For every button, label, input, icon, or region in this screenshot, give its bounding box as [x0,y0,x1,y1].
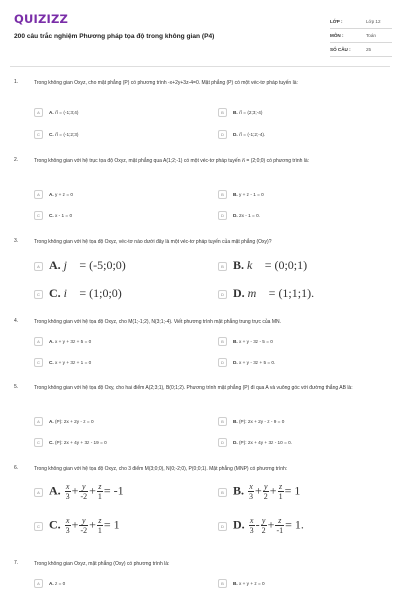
option-rhs: = 1 [103,517,120,532]
option-letter: B. [233,483,245,498]
question-stem: Trong không gian với hệ tọa độ Oxyz, cho 3 điểm M(3;0;0), N(0;-2;0), P(0;0;1). Mặt phẳng (MNP) có phương trình: [34,466,288,472]
option-text: x + y + 3z + 5 = 0 [55,338,92,344]
fraction-x: $\frac{x}{3}$ [249,482,254,501]
quizizz-logo: QUIZIZZ [14,12,69,26]
option-letter: C. [49,517,61,532]
option-text: = (1;1;1). [265,286,315,300]
option-vector: n⃗ [239,109,242,115]
option-vector: n⃗ [239,131,242,137]
option-letter-box: D [218,522,227,531]
option-text: = (-1;2;-4). [241,131,266,137]
option-text: (P): 2x + 2y - z - 9 = 0 [239,418,285,424]
option-letter: D. [233,517,245,532]
question-number: 6. [14,465,19,471]
option-letter-box: A [34,262,43,271]
question-stem: Trong không gian với hệ tọa độ Oxyz, cho M(1;-1;2), N(3;1;-4). Viết phương trình mặt phẳng trung trực của MN. [34,319,281,325]
option-letter-box: A [34,190,43,199]
worksheet-title: 200 câu trắc nghiệm Phương pháp tọa độ trong không gian (P4) [14,33,215,40]
option-letter: C. [49,359,54,365]
option-text: x + y - 3z + 5 = 0. [239,359,276,365]
fraction-y: $\frac{y}{-2}$ [80,482,88,501]
option-text: y + z = 0 [55,191,73,197]
fraction-y: $\frac{y}{2}$ [261,516,266,535]
option-letter-box: D [218,290,227,299]
option-text: = (-1;3;4) [57,109,79,115]
option-letter: A. [49,191,54,197]
option-text: z = 0 [55,580,66,586]
option-text: 2x - 1 = 0. [239,212,260,218]
question-number: 5. [14,384,19,390]
option-letter: B. [233,258,245,272]
option-text: x + y - 3z - 5 = 0 [239,338,273,344]
option-letter-box: B [218,108,227,117]
option-vector: k⃗ [247,258,262,272]
question-number: 7. [14,560,19,566]
option-letter: B. [233,418,238,424]
option-letter-box: C [34,290,43,299]
option-letter: C. [49,131,54,137]
option-text: x - 1 = 0 [55,212,73,218]
question-stem: Trong không gian Oxyz, cho mặt phẳng (P) có phương trình -x+2y+3z-4=0. Mặt phẳng (P) có một véc-tơ pháp tuyến là: [34,80,298,86]
option-letter: D. [233,359,238,365]
option-letter-box: D [218,130,227,139]
meta-subject-label: MÔN : [330,33,344,38]
worksheet-header [0,0,400,62]
option-letter: D. [233,439,238,445]
option-letter-box: D [218,438,227,447]
option-letter-box: C [34,522,43,531]
option-letter-box: A [34,417,43,426]
option-text: x + y + 3z + 1 = 0 [55,359,92,365]
fraction-x: $\frac{x}{3}$ [65,482,70,501]
option-letter-box: D [218,211,227,220]
option-letter: A. [49,258,61,272]
option-text: = (1;0;0) [76,286,122,300]
option-rhs: = -1 [103,483,124,498]
question-number: 2. [14,157,19,163]
option-letter: A. [49,109,54,115]
option-letter: A. [49,338,54,344]
option-vector: n⃗ [55,109,58,115]
option-text: (P): 2x + 4y + 3z - 19 = 0 [55,439,107,445]
fraction-z: $\frac{z}{1}$ [278,482,283,501]
fraction-z: $\frac{z}{1}$ [97,516,102,535]
option-text: = (-1;2;3) [57,131,79,137]
option-letter: B. [233,338,238,344]
option-vector: m⃗ [247,286,266,300]
meta-count [330,43,392,57]
option-letter-box: C [34,438,43,447]
option-text: = (0;0;1) [261,258,308,272]
fraction-x: $\frac{x}{3}$ [65,516,70,535]
option-text: y + z - 1 = 0 [239,191,264,197]
option-letter-box: A [34,108,43,117]
option-letter: A. [49,483,61,498]
meta-count-value: 25 [366,47,372,52]
option-text: = (2;3;-4) [241,109,263,115]
option-letter: D. [233,212,238,218]
question-stem: Trong không gian với hệ tọa độ Oxyz, véc-tơ nào dưới đây là một véc-tơ pháp tuyến của mặt phẳng (Oxy)? [34,239,272,245]
option-text: x + y + z = 0 [239,580,265,586]
option-letter-box: B [218,262,227,271]
fraction-y: $\frac{y}{-2}$ [80,516,88,535]
option-text: (P): 2x + 2y - z = 0 [55,418,94,424]
question-stem: Trong không gian với hệ trục tọa độ Oxyz, mặt phẳng qua A(1;2;-1) có một véc-tơ pháp tuyến n⃗ = (2;0;0) có phương trình là: [34,158,310,164]
option-letter: B. [233,109,238,115]
option-rhs: = 1. [285,517,304,532]
option-letter: C. [49,439,54,445]
option-letter: D. [233,286,245,300]
option-letter-box: D [218,358,227,367]
option-vector: j⃗ [63,258,77,272]
question-number: 1. [14,79,19,85]
option-text: = (-5;0;0) [76,258,126,272]
option-letter: C. [49,286,61,300]
option-letter-box: A [34,488,43,497]
option-letter-box: C [34,130,43,139]
option-vector: i⃗ [63,286,77,300]
fraction-z: $\frac{z}{-1}$ [276,516,284,535]
option-letter-box: B [218,337,227,346]
meta-subject-value: Toán [366,33,376,38]
option-letter: C. [49,212,54,218]
question-number: 4. [14,318,19,324]
option-letter-box: B [218,417,227,426]
option-letter-box: A [34,337,43,346]
option-letter-box: C [34,211,43,220]
question-stem: Trong không gian với hệ tọa độ Oxy, cho hai điểm A(2;3;1), B(0;1;2). Phương trình mặt phẳng (P) đi qua A và vuông góc với đường thẳng AB là: [34,385,353,391]
question-stem: Trong không gian Oxyz, mặt phẳng (Oxy) có phương trình là: [34,561,170,567]
option-letter: B. [233,191,238,197]
fraction-x: $\frac{x}{3}$ [249,516,254,535]
option-rhs: = 1 [284,483,301,498]
worksheet-meta [330,15,392,57]
option-letter-box: A [34,579,43,588]
fraction-y: $\frac{y}{2}$ [263,482,268,501]
meta-class-label: LỚP : [330,19,343,24]
meta-class-value: Lớp 12 [366,19,381,24]
option-letter: A. [49,418,54,424]
option-letter: A. [49,580,54,586]
question-number: 3. [14,238,19,244]
meta-count-label: SỐ CÂU : [330,47,351,52]
meta-subject [330,29,392,43]
header-divider [10,66,390,67]
option-letter: B. [233,580,238,586]
option-text: (P): 2x + 4y + 3z - 10 = 0. [239,439,293,445]
meta-class [330,15,392,29]
option-vector: n⃗ [55,131,58,137]
option-letter-box: B [218,190,227,199]
option-letter-box: B [218,579,227,588]
option-letter-box: C [34,358,43,367]
option-letter-box: B [218,488,227,497]
fraction-z: $\frac{z}{1}$ [97,482,102,501]
option-letter: D. [233,131,238,137]
